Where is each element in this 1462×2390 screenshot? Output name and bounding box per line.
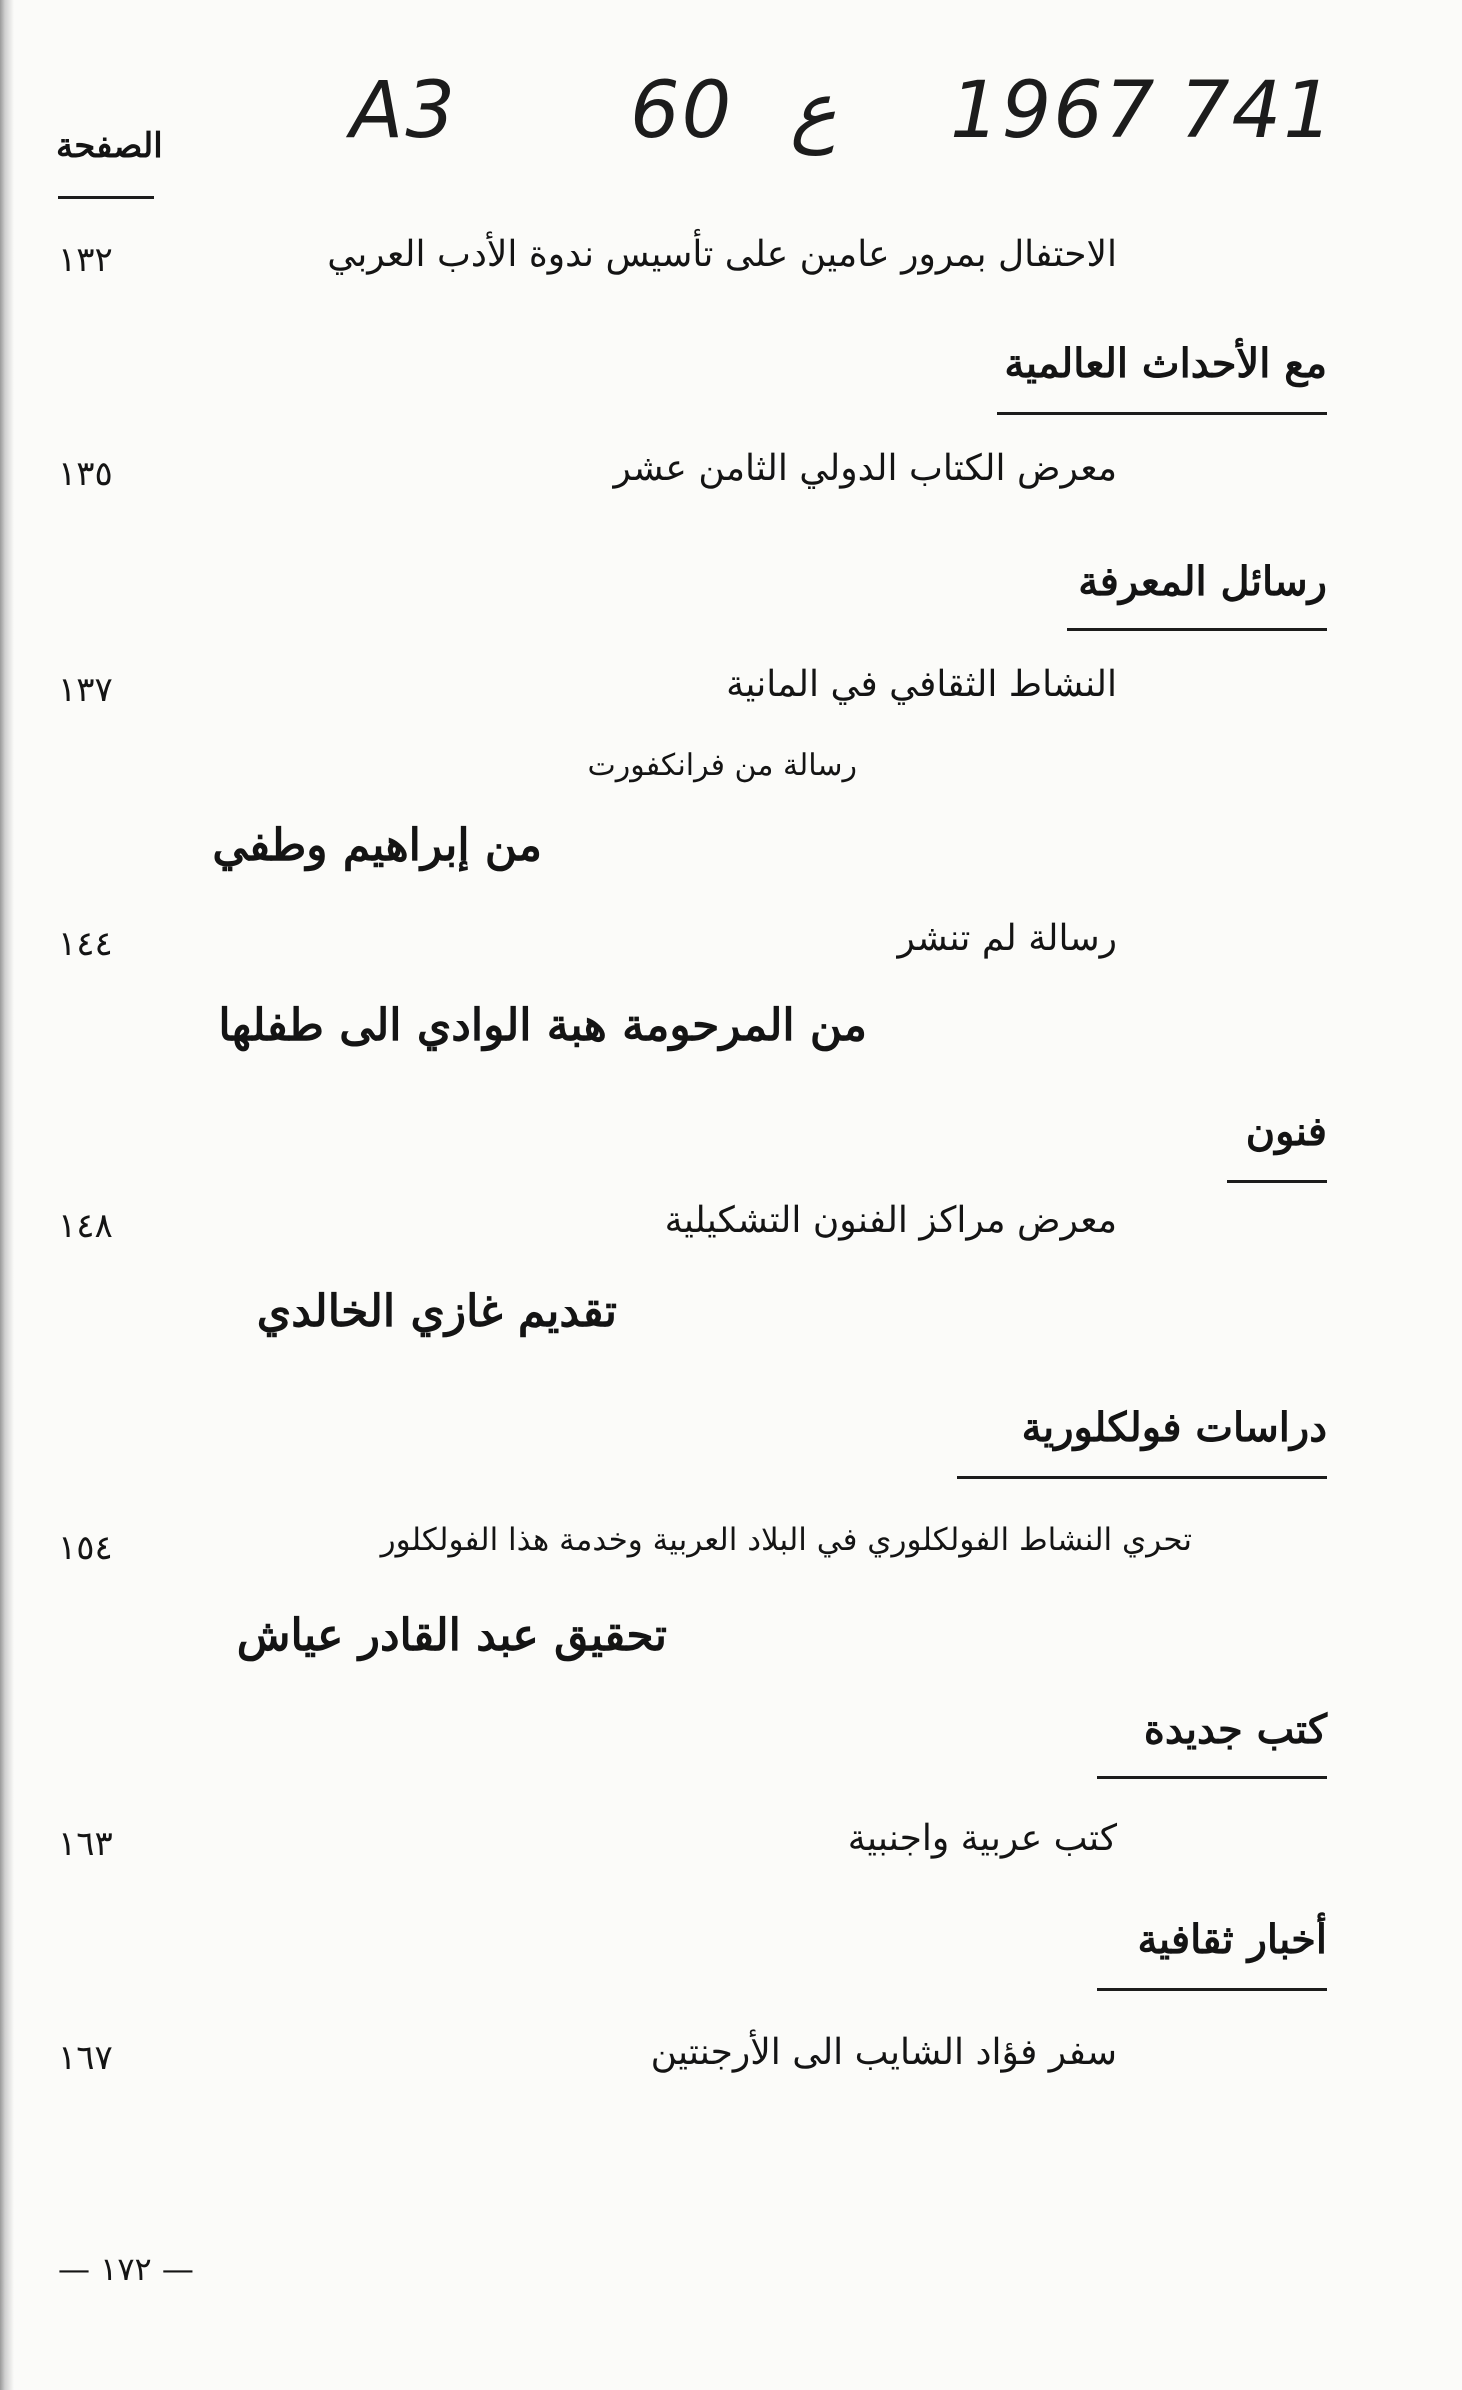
toc-entry-author: من إبراهيم وطفي <box>212 820 542 871</box>
toc-entry-page: ١٣٧ <box>58 670 113 710</box>
toc-entry-title: رسالة لم تنشر <box>897 918 1117 959</box>
toc-entry-title: النشاط الثقافي في المانية <box>726 664 1117 705</box>
page-column-rule <box>58 196 154 199</box>
toc-entry-author: تقديم غازي الخالدي <box>256 1286 617 1337</box>
section-underline <box>997 412 1327 415</box>
handwritten-mark-4: 1967 <box>950 66 1157 156</box>
toc-entry-page: ١٦٧ <box>58 2038 113 2078</box>
page-column-header: الصفحة <box>56 126 163 166</box>
toc-entry-title: معرض مراكز الفنون التشكيلية <box>664 1200 1117 1241</box>
section-heading: كتب جديدة <box>1143 1706 1327 1753</box>
handwritten-mark-3: ع <box>790 66 837 156</box>
handwritten-mark-2: 60 <box>630 66 734 156</box>
toc-entry-page: ١٥٤ <box>58 1528 113 1568</box>
section-heading: أخبار ثقافية <box>1137 1916 1327 1963</box>
section-underline <box>1097 1988 1327 1991</box>
handwritten-mark-1: A3 <box>350 66 457 156</box>
page-number: — ١٧٢ — <box>58 2250 194 2288</box>
toc-entry-page: ١٦٣ <box>58 1824 113 1864</box>
toc-entry-author: من المرحومة هبة الوادي الى طفلها <box>218 1000 867 1051</box>
toc-entry-title: كتب عربية واجنبية <box>847 1818 1117 1859</box>
toc-entry-page: ١٤٨ <box>58 1206 113 1246</box>
section-underline <box>1227 1180 1327 1183</box>
toc-entry-title: سفر فؤاد الشايب الى الأرجنتين <box>650 2032 1117 2073</box>
toc-entry-title: تحري النشاط الفولكلوري في البلاد العربية وخدمة هذا الفولكلور <box>380 1522 1192 1558</box>
section-heading: فنون <box>1245 1108 1327 1155</box>
section-underline <box>1097 1776 1327 1779</box>
section-heading: دراسات فولكلورية <box>1021 1404 1327 1451</box>
handwritten-mark-5: 741 <box>1180 66 1335 156</box>
toc-entry-author: تحقيق عبد القادر عياش <box>236 1610 667 1661</box>
section-heading: رسائل المعرفة <box>1078 558 1327 605</box>
toc-entry-title: الاحتفال بمرور عامين على تأسيس ندوة الأدب العربي <box>327 234 1117 275</box>
toc-entry-page: ١٣٥ <box>58 454 113 494</box>
toc-entry-page: ١٤٤ <box>58 924 113 964</box>
section-heading: مع الأحداث العالمية <box>1004 340 1327 387</box>
toc-entry-page: ١٣٢ <box>58 240 113 280</box>
section-underline <box>1067 628 1327 631</box>
toc-entry-title: معرض الكتاب الدولي الثامن عشر <box>613 448 1117 489</box>
toc-entry-subtitle: رسالة من فرانكفورت <box>587 748 857 783</box>
section-underline <box>957 1476 1327 1479</box>
